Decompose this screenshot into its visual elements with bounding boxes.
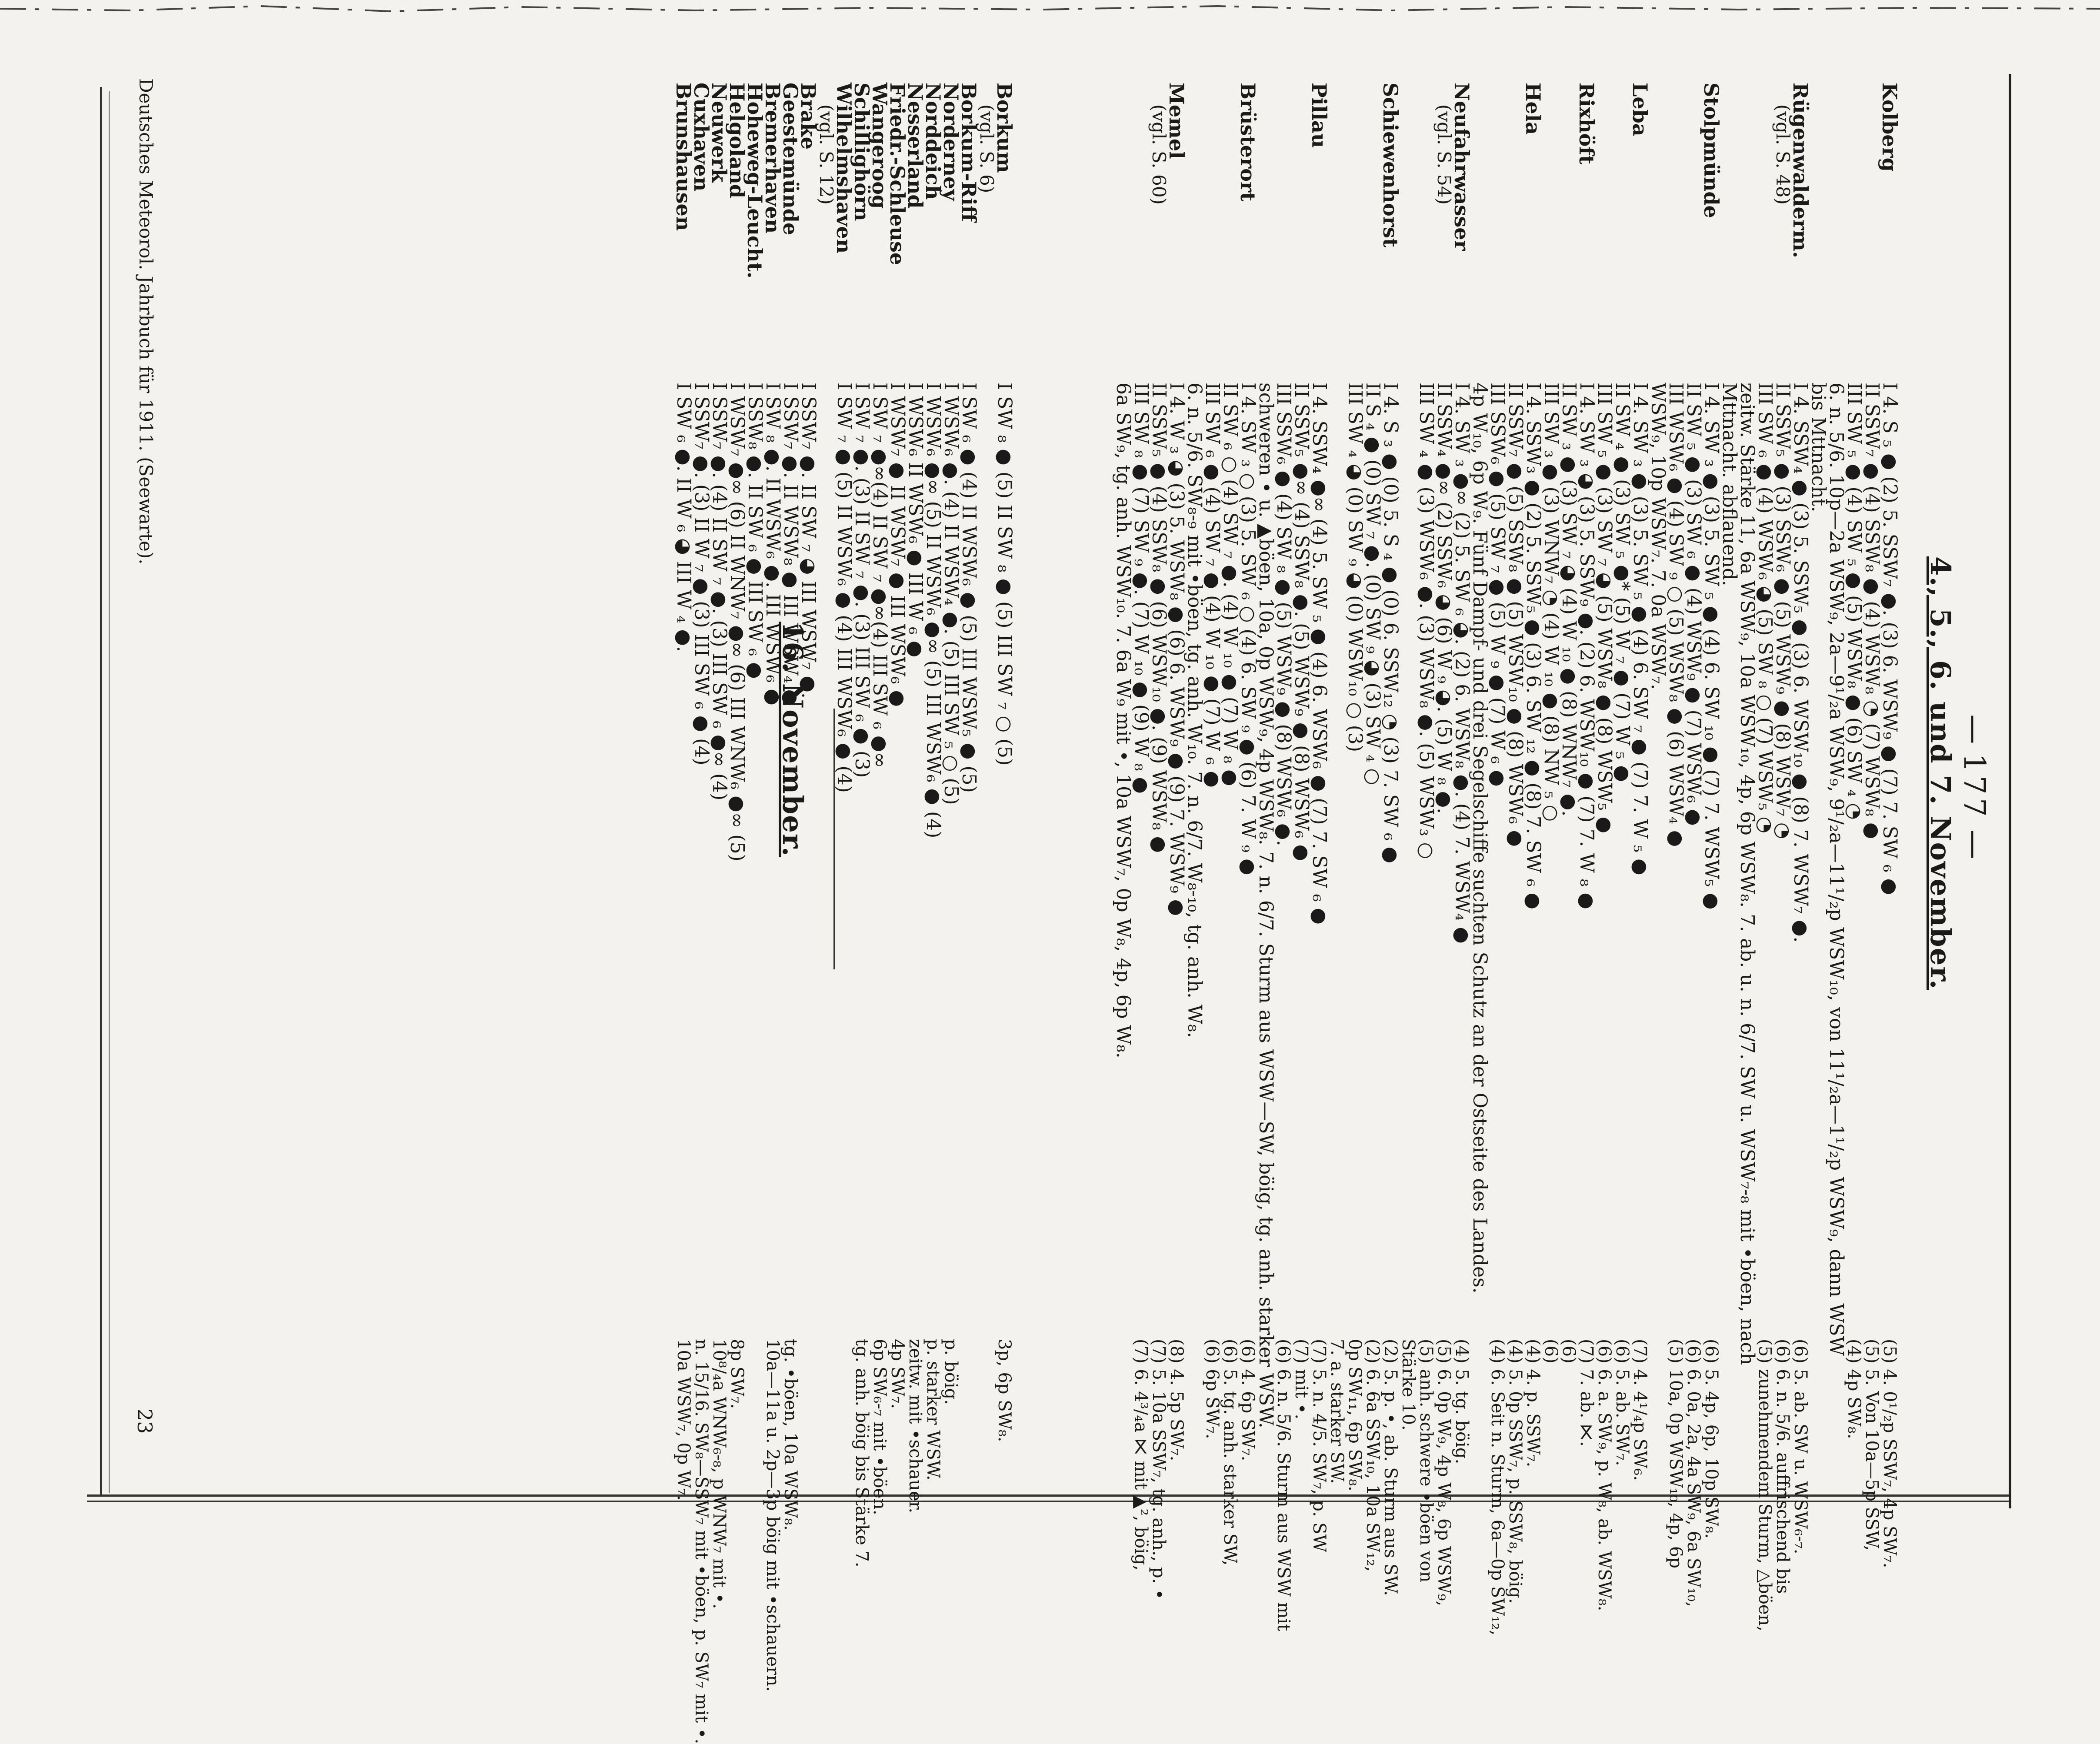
station-name: Neuwerk bbox=[707, 83, 731, 183]
observation-values: I 4. SSW₄ ●∞ (4) 5. SW ₅ ● (4) 6. WSW₆ ● (7) 7. SW ₆ ● bbox=[1308, 383, 1330, 925]
remark-text: zeitw. mit •schauer. bbox=[905, 1339, 925, 1514]
remark-text: (6) 6. n. 5/6. auffrischend bis bbox=[1773, 1339, 1793, 1594]
station-name: Helgoland bbox=[725, 83, 749, 198]
observation-values: I WSW₆ ●. (4) II WSW₄ ●. (5) III SW ₅ ○ (5) bbox=[940, 383, 962, 805]
remark-text: p. böig. bbox=[941, 1339, 961, 1405]
remark-text: (6) 6. 0a, 2a, 4a SW₉, 6a SW₁₀, bbox=[1683, 1339, 1703, 1608]
station-name: Pillau bbox=[1307, 83, 1331, 148]
remark-text: (7) 4. 4¹/₄p SW₆. bbox=[1630, 1339, 1650, 1481]
remark-text: 7. a. starker SW. bbox=[1327, 1339, 1347, 1484]
station-name: Leba bbox=[1628, 83, 1652, 136]
observation-values: zeitw. Stärke 11, 6a WSW₉, 10a WSW₁₀, 4p, 6p WSW₈. 7. ab. u. n. 6/7. SW u. WSW₇-₈ mit •böen, nach bbox=[1736, 383, 1758, 1365]
station-name: Schiewenhorst bbox=[1379, 83, 1402, 248]
station-name: Rügenwalderm. bbox=[1789, 83, 1812, 258]
remark-text: (6) 5. 4p, 6p, 10p SW₈. bbox=[1701, 1339, 1721, 1539]
remark-text: (6) 5. tg. anh. starker SW, bbox=[1220, 1339, 1240, 1566]
remark-text: (4) 4p SW₈. bbox=[1844, 1339, 1864, 1439]
observation-values: III SW ₄ ● (3) WSW₆ ●. (3) WSW₈ ●. (5) WSW₃ ○ bbox=[1415, 383, 1437, 859]
station-name: Geestemünde bbox=[779, 83, 802, 236]
observation-values: II SSW₅ ● (3) SSW₆ ● (5) WSW₉ ● (8) WSW₇ ◔ bbox=[1772, 383, 1794, 839]
observation-values: I SSW₇ ●. (3) II W ₇ ● (3) III SW ₆ ● (4) bbox=[690, 383, 713, 765]
remark-text: 4p SW₇. bbox=[887, 1339, 907, 1409]
observation-values: I SSW₈ ●. II SW ₆ ● III SW ₆ ● bbox=[744, 383, 766, 679]
remark-text: 10⁸/₄a WNW₆-₈, p WNW₇ mit •. bbox=[709, 1339, 729, 1609]
remark-text: (5) 5. Von 10a—5p SSW, bbox=[1862, 1339, 1882, 1551]
observation-values: I 4. SW ₃ ● (3) 5. SW ₅ ● (4) 6. SW ₁₀ ● (7) 7. WSW₅ ● bbox=[1700, 383, 1723, 910]
observation-values: I SW ₈ ●. II WSW₆ ●. III WSW₆ ● bbox=[762, 383, 784, 706]
observation-values: III SW ₅ ● (4) SW ₅ ● (5) WSW₈ ● (6) SW ₄ ◔ bbox=[1843, 383, 1865, 820]
observation-values: I WSW₇ ●∞ (6) II WNW₇ ●∞ (6) III WNW₆ ●∞ (5) bbox=[726, 383, 748, 862]
remark-text: (6) 4. 6p SW₇. bbox=[1238, 1339, 1258, 1461]
observation-values: I 4. SW ₃ ● (3) 5. SW ₅ ● (4) 6. SW ₇ ● (7) 7. W ₅ ● bbox=[1629, 383, 1651, 875]
remark-text: (4) 6. Seit n. Sturm, 6a—0p SW₁₂, bbox=[1487, 1339, 1507, 1636]
observation-values: II SW ₆ ○ (4) SW ₇ ●. (4) W ₁₀ ● (7) W ₈ ● bbox=[1219, 383, 1241, 786]
station-name: Hoheweg-Leucht. bbox=[743, 83, 767, 279]
station-name: Norddeich bbox=[921, 83, 945, 200]
remark-text: (5) 10a, 0p WSW₁₀, 4p, 6p bbox=[1666, 1339, 1686, 1568]
station-name: Brüsterort bbox=[1236, 83, 1260, 202]
observation-values: I 4. S ₅ ● (2) 5. SSW₇ ●. (3) 6. WSW₉ ● (7) 7. SW ₆ ● bbox=[1879, 383, 1901, 895]
station-name: Kolberg bbox=[1878, 83, 1901, 172]
station-name: Wangeroog bbox=[868, 83, 891, 209]
station-name: Rixhöft bbox=[1575, 83, 1598, 165]
observation-values: II SSW₇ ● (5) SSW₈ ● (5) WSW₁₀ ● (8) WSW₆ ● bbox=[1504, 383, 1527, 847]
observation-values: I 4. SW ₃ ◕ (3) 5. SSW₉ ●. (2) 6. WSW₁₀ ● (7) 7. W ₈ ● bbox=[1576, 383, 1598, 909]
station-name: Wilhelmshaven bbox=[832, 83, 856, 254]
remark-text: (6) 5. ab. SW u. WSW₆-₇. bbox=[1790, 1339, 1810, 1554]
observation-values: III SSW₆ ● (4) SW ₈ ● (5) WSW₉ ● (8) WSW₆ ●. bbox=[1273, 383, 1295, 846]
observation-values: III SW ₄ ◕ (0) SW ₉ ◕ (0) WSW₁₀ ○ (3) bbox=[1344, 383, 1366, 752]
station-name: Memel bbox=[1165, 83, 1188, 159]
remark-text: (6) bbox=[1541, 1339, 1561, 1364]
remark-text: (7) 5. 10a SSW₇, tg. anh., p. • bbox=[1149, 1339, 1169, 1600]
station-name: (vgl. S. 48) bbox=[1772, 104, 1793, 205]
station-name: Borkum bbox=[993, 83, 1016, 173]
observation-values: III SSW₆ ● (5) SW ₇ ● (5) W ₉ ● (7) W ₆ ● bbox=[1487, 383, 1509, 787]
remark-text: (7) mit •. bbox=[1291, 1339, 1311, 1420]
station-name: Nesserland bbox=[903, 83, 927, 209]
remark-text: p. starker WSW. bbox=[923, 1339, 943, 1481]
remark-text: 10a WSW₇, 0p W₇. bbox=[673, 1339, 693, 1501]
observation-values: III WSW₆ ● (4) SW ₉ ○ (5) WSW₈ ● (6) WSW₄ ● bbox=[1665, 383, 1687, 847]
station-name: Bremerhaven bbox=[761, 83, 784, 234]
observation-values: I SW ₈ ● (5) II SW ₈ ● (5) III SW ₇ ○ (5) bbox=[993, 383, 1016, 766]
observation-values: I SSW₇ ●. (4) II SW ₇ ●. (3) III SW ₆ ●∞ (4) bbox=[708, 383, 730, 801]
observation-values: III SW ₈ ● (7) SW ₉ ●. (7) W ₁₀ ● (9) W ₈ ● bbox=[1130, 383, 1152, 794]
page-number-value: 177 bbox=[1957, 753, 1991, 820]
observation-values: 6. n. 5/6. SW₈-₉ mit •böen, tg. anh. W₁₀. 7. n. 6/7. W₈-₁₀, tg. anh. W₈. bbox=[1183, 383, 1206, 1038]
observation-values: I SSW₇ ●. II SW ₇ ◕ III WSW₇ ●. bbox=[797, 383, 820, 699]
observation-values: III SW ₅ ● (3) SW ₇ ◕ (5) WSW₈ ● (8) WSW₅ ● bbox=[1593, 383, 1616, 833]
remark-text: 0p SW₁₁, 6p SW₈. bbox=[1345, 1339, 1365, 1491]
station-name: Brake bbox=[797, 83, 820, 150]
remark-text: (5) 4. 0¹/₂p SSW₇, 4p SW₇. bbox=[1880, 1339, 1900, 1568]
top-edge-scan-noise bbox=[0, 0, 2100, 17]
observation-values: Mttnacht. abflauend. bbox=[1718, 383, 1740, 586]
remark-text: tg. anh. böig bis Stärke 7. bbox=[852, 1339, 872, 1568]
remark-text: (5) anh. schwere •böen von bbox=[1416, 1339, 1436, 1583]
station-name: Stolpmünde bbox=[1700, 83, 1723, 218]
remark-text: (4) 5. tg. böig. bbox=[1452, 1339, 1472, 1464]
remark-text: 3p, 6p SW₈. bbox=[994, 1339, 1014, 1442]
page-number: — 177 — bbox=[1957, 714, 1991, 859]
table-row bbox=[1068, 78, 1107, 1487]
remark-text: (5) zunehmendem Sturm, △böen, bbox=[1755, 1339, 1775, 1632]
observation-values: I SW ₆ ●. II W ₆ ◕ III W ₄ ●. bbox=[673, 383, 695, 652]
remark-text: (4) 5. 0p SSW₇, p. SSW₈, böig. bbox=[1505, 1339, 1525, 1604]
observation-values: I SW ₇ ●. (3) II SW ₇ ●. (3) III SW ₆ ● (3) bbox=[851, 383, 873, 778]
station-name: (vgl. S. 6) bbox=[976, 104, 997, 193]
observation-values: 6a SW₉, tg. anh. WSW₁₀. 7. 6a W₉ mit •, 10a WSW₇, 0p W₈, 4p, 6p W₈. bbox=[1112, 383, 1134, 1058]
footer-sheet-number: 23 bbox=[133, 1408, 157, 1434]
table-row bbox=[664, 78, 703, 1501]
observation-values: schweren • u. ▲böen, 10a, 0p WSW₉, 4p WSW₈. 7. n. 6/7. Sturm aus WSW—SW, böig, tg. anh. starker WSW. bbox=[1255, 383, 1277, 1428]
remark-text: (6) 6. n. 5/6. Sturm aus WSW mit bbox=[1273, 1339, 1293, 1631]
observation-values: bis Mttnacht. bbox=[1807, 383, 1830, 513]
observation-values: I 4. SSW₃ ● (2) 5. SSW₅ ● (3) 6. SW ₁₂ ● (8) 7. SW ₆ ● bbox=[1522, 383, 1544, 910]
footer-source: Deutsches Meteorol. Jahrbuch für 1911. (Seewarte). bbox=[135, 78, 157, 565]
observation-values: I WSW₇ ● II WSW₇ ● III WSW₆ ● bbox=[887, 383, 909, 707]
station-name: (vgl. S. 12) bbox=[816, 104, 837, 205]
remark-text: Stärke 10. bbox=[1398, 1339, 1418, 1431]
frame-rule-right bbox=[2009, 74, 2011, 1508]
observation-values: I 4. S ₃ ● (0) 5. S ₄ ● (0) 6. SSW₁₂ ◔ (3) 7. SW ₆ ● bbox=[1380, 383, 1402, 864]
frame-rule-left bbox=[100, 87, 102, 1495]
observation-values: II SSW₇ ● (4) SSW₈ ● (4) WSW₈ ◔ (7) WSW₈ ● bbox=[1861, 383, 1883, 839]
observation-values: II SSW₄ ●∞ (2) SSW₆ ◕ (6) W ₉ ◕. (5) W ₈ ●. bbox=[1433, 383, 1455, 814]
remark-text: (6) 5. ab. SW₇. bbox=[1612, 1339, 1632, 1466]
station-name: Schillighörn bbox=[850, 83, 873, 221]
remark-text: tg. •böen, 10a WSW₈. bbox=[780, 1339, 800, 1531]
observation-values: I 4. SSW₄ ● (3) 5. SSW₅ ● (3) 6. WSW₁₀ ● (8) 7. WSW₇ ●. bbox=[1790, 383, 1812, 943]
observation-values: II SW ₅ ● (3) SW ₆ ● (4) WSW₉ ● (7) WSW₆ ● bbox=[1683, 383, 1705, 826]
rotated-page bbox=[104, 78, 2009, 1744]
section-heading-november-4-7: 4., 5., 6. und 7. November. bbox=[1924, 556, 1957, 990]
remark-text: 8p SW₇. bbox=[727, 1339, 747, 1409]
observation-values: II SSW₅ ●∞ (4) SSW₈ ●. (5) WSW₉ ● (8) WSW₆ ● bbox=[1290, 383, 1313, 862]
observation-values: I WSW₆ II WSW₆ ● III W ₆ ● bbox=[904, 383, 927, 658]
observation-values: III SW ₆ ● (4) SW ₇ ● (4) W ₁₀ ● (7) W ₆ ● bbox=[1201, 383, 1223, 788]
station-name: Cuxhaven bbox=[690, 83, 713, 192]
station-name: Hela bbox=[1521, 83, 1545, 135]
remark-text: (2) 5. p. •, ab. Sturm aus SW. bbox=[1380, 1339, 1400, 1596]
remark-text: n. 15/16. SW₈—SSW₇ mit •böen, p. SW₇ mit •. bbox=[691, 1339, 711, 1744]
observation-values: I SW ₇ ●∞(4) II SW ₇ ●∞(4) III SW ₆ ●∞ bbox=[869, 383, 891, 768]
observation-values: III SW ₆ ● (4) WSW₆ ◕ (5) SW ₈ ○ (7) WSW₅ ◔ bbox=[1754, 383, 1776, 833]
station-name: (vgl. S. 54) bbox=[1433, 104, 1455, 205]
remark-text: (2) 6. 6a SSW₁₀, 10a SW₁₂, bbox=[1363, 1339, 1383, 1572]
observation-values: I 4. W ₃ ◕ (3) 5. WSW₈ ● (6) 6. WSW₉ ● (9) 7. WSW₉ ● bbox=[1166, 383, 1188, 916]
observation-values: II SSW₅ ● (4) SSW₈ ● (6) WSW₁₀ ●. (9) WSW₈ ● bbox=[1148, 383, 1170, 853]
observation-values: I SSW₇ ●. II WSW₈ ● III WSW₄ ● bbox=[780, 383, 802, 706]
remark-text: (6) 6. a. SW₉, p. W₈, ab. WSW₈. bbox=[1594, 1339, 1614, 1611]
remark-text: 6p SW₆-₇ mit •böen. bbox=[870, 1339, 890, 1515]
observation-values: 4p W₁₀, 6p W₉. Fünf Dampf- und drei Segelschiffe suchten Schutz an der Ostseite des Landes. bbox=[1469, 383, 1491, 1294]
remark-text: (6) 6p SW₇. bbox=[1202, 1339, 1222, 1439]
observation-values: I SW ₆ ● (4) II WSW₆ ● (5) III WSW₅ ● (5) bbox=[958, 383, 980, 793]
remark-text: (7) 6. 4³/₄a ⋉ mit ▲², böig, bbox=[1131, 1339, 1151, 1571]
observation-values: 6. n. 5/6. 10p—2a WSW₉, 2a—9¹/₂a WSW₉, 9¹/₂a—11¹/₂p WSW₁₀, von 11¹/₂a—1¹/₂p WSW₉, dann WSW bbox=[1825, 383, 1847, 1356]
observation-values: II SW ₃ ● (3) SW ₇ ◕ (4) W ₁₀ ● (8) WNW₇ ●. bbox=[1558, 383, 1580, 817]
remark-text: 10a—11a u. 2p—3p böig mit •schauern. bbox=[763, 1339, 783, 1692]
remark-text: (7) 5. n. 4/5. SW₇, p. SW bbox=[1309, 1339, 1329, 1552]
station-name: Friedr.-Schleuse bbox=[886, 83, 909, 266]
station-name: Brunshausen bbox=[672, 83, 695, 231]
remark-text: (5) 6. 0p W₉, 4p W₈, 6p WSW₉, bbox=[1434, 1339, 1454, 1607]
section-heading-november-16: 16. November. bbox=[776, 622, 809, 858]
observation-values: II SW ₄ ● (3) SW ₅ ●* (5) W ₇ ● (7) W ₅ ● bbox=[1611, 383, 1633, 782]
observation-values: II S ₄ ● (0) SW ₇ ●. (0) SW ₉ ◕ (3) SW ₄ ○ bbox=[1362, 383, 1384, 785]
remark-text: (6) bbox=[1559, 1339, 1579, 1364]
observation-values: I 4. SW ₃ ○ (3) 5. SW ₆ ○ (4) 6. SW ₉ ● (6) 7. W ₉ ● bbox=[1237, 383, 1259, 875]
observation-values: I WSW₆ ●∞ (5) II WSW₆ ●∞ (5) III WSW₆ ● (4) bbox=[922, 383, 944, 839]
remark-text: (4) 4. p. SSW₇. bbox=[1523, 1339, 1543, 1468]
station-name: Neufahrwasser bbox=[1450, 83, 1473, 251]
observation-values: I SW ₇ ● (5) II WSW₆ ● (4) III WSW₆ ● (4) bbox=[833, 383, 855, 793]
station-name: Borkum-Riff bbox=[957, 83, 980, 222]
observation-values: WSW₉, 10p WSW₇. 7. 0a WSW₇. bbox=[1647, 383, 1669, 690]
observation-values: I 4. SW ₃ ●∞ (2) 5. SW ₆ ◕. (2) 6. WSW₈ ●. (4) 7. WSW₄ ● bbox=[1451, 383, 1473, 944]
remark-text: (8) 4. 5p SW₇. bbox=[1167, 1339, 1187, 1461]
observation-values: III SW ₃ ● (3) WNW₇ ◔ (4) W ₁₀ ● (8) NW ₅ ○ bbox=[1540, 383, 1562, 822]
station-name: Norderney bbox=[939, 83, 963, 201]
remark-text: (7) 7. ab. ⋉. bbox=[1577, 1339, 1597, 1447]
station-name: (vgl. S. 60) bbox=[1148, 104, 1170, 205]
